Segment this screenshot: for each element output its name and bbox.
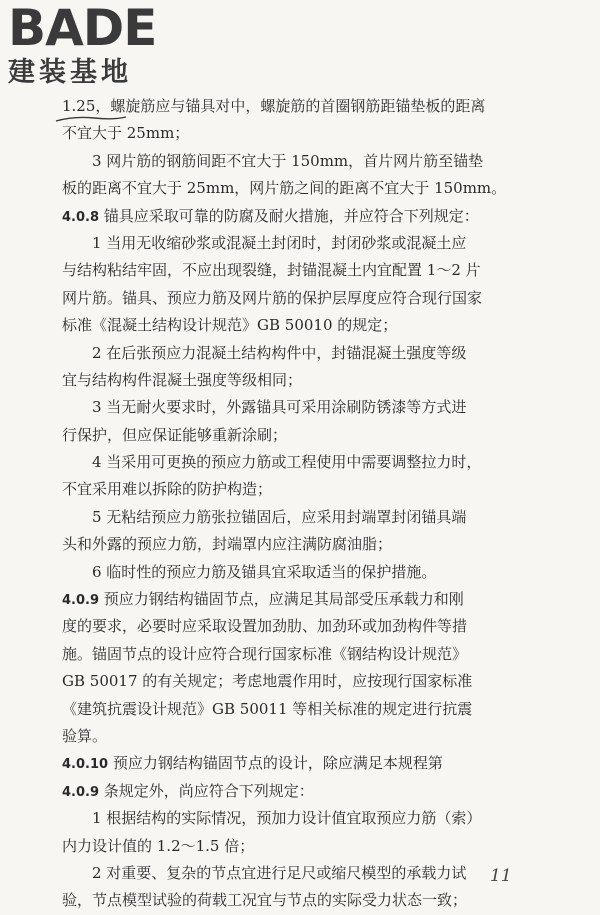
document-body xyxy=(62,93,532,915)
clause-number: 4.0.8 xyxy=(62,209,100,225)
text-line: 网片筋。锚具、预应力筋及网片筋的保护层厚度应符合现行国家 xyxy=(62,288,483,307)
bade-logo xyxy=(8,2,178,94)
text-line: 4.0.10 预应力钢结构锚固节点的设计，除应满足本规程第 xyxy=(62,754,443,773)
text-line: 施。锚固节点的设计应符合现行国家标准《钢结构设计规范》 xyxy=(62,644,468,663)
page-number: 11 xyxy=(490,866,512,886)
paragraph xyxy=(62,148,532,203)
text-line: 6 临时性的预应力筋及锚具宜采取适当的保护措施。 xyxy=(92,562,437,581)
logo-wordmark: BADE xyxy=(8,0,157,57)
text-line: 头和外露的预应力筋，封端罩内应注满防腐油脂； xyxy=(62,535,393,554)
text-line: 度的要求，必要时应采取设置加劲肋、加劲环或加劲构件等措 xyxy=(62,617,468,636)
paragraph xyxy=(62,860,532,915)
text-line: 1 根据结构的实际情况，预加力设计值宜取预应力筋（索） xyxy=(92,809,482,828)
paragraph xyxy=(62,449,532,504)
text-line: 与结构粘结牢固，不应出现裂缝，封锚混凝土内宜配置 1～2 片 xyxy=(62,261,481,280)
text-line: 3 当无耐火要求时，外露锚具可采用涂刷防锈漆等方式进 xyxy=(92,398,467,417)
clause-number: 4.0.10 xyxy=(62,757,109,773)
text-line: 不宜采用难以拆除的防护构造； xyxy=(62,480,273,499)
text-line: 《建筑抗震设计规范》GB 50011 等相关标准的规定进行抗震 xyxy=(62,699,473,718)
text-line: 1 当用无收缩砂浆或混凝土封闭时，封闭砂浆或混凝土应 xyxy=(92,233,467,252)
text-line: 行保护，但应保证能够重新涂刷； xyxy=(62,425,288,444)
paragraph xyxy=(62,340,532,395)
text-line: 标准《混凝土结构设计规范》GB 50010 的规定； xyxy=(62,316,398,335)
paragraph xyxy=(62,394,532,449)
text-line: 4.0.9 条规定外，尚应符合下列规定： xyxy=(62,781,314,800)
clause-number: 4.0.9 xyxy=(62,784,100,800)
text-line: 宜与结构构件混凝土强度等级相同； xyxy=(62,370,303,389)
text-line: 验算。 xyxy=(62,726,108,745)
paragraph xyxy=(62,203,532,230)
text-line: 1.25，螺旋筋应与锚具对中，螺旋筋的首圈钢筋距锚垫板的距离 xyxy=(62,97,486,115)
paragraph xyxy=(62,93,532,148)
text-line: 板的距离不宜大于 25mm，网片筋之间的距离不宜大于 150mm。 xyxy=(62,179,507,198)
text-line: 5 无粘结预应力筋张拉锚固后，应采用封端罩封闭锚具端 xyxy=(92,507,467,526)
text-line: 内力设计值的 1.2～1.5 倍； xyxy=(62,836,255,855)
text-line: 4 当采用可更换的预应力筋或工程使用中需要调整拉力时， xyxy=(92,453,482,472)
paragraph xyxy=(62,504,532,559)
text-line: 2 对重要、复杂的节点宜进行足尺或缩尺模型的承载力试 xyxy=(92,863,467,882)
logo-subtitle: 建装基地 xyxy=(8,57,132,88)
text-line: 4.0.8 锚具应采取可靠的防腐及耐火措施，并应符合下列规定： xyxy=(62,206,479,225)
text-line: GB 50017 的有关规定；考虑地震作用时，应按现行国家标准 xyxy=(62,672,473,691)
text-line: 3 网片筋的钢筋间距不宜大于 150mm，首片网片筋至锚垫 xyxy=(92,151,484,170)
text-line: 不宜大于 25mm； xyxy=(62,124,190,143)
paragraph xyxy=(62,805,532,860)
text-line: 4.0.9 预应力钢结构锚固节点，应满足其局部受压承载力和刚 xyxy=(62,590,464,609)
paragraph xyxy=(62,750,532,805)
text-line: 2 在后张预应力混凝土结构构件中，封锚混凝土强度等级 xyxy=(92,343,467,362)
paragraph xyxy=(62,586,532,750)
clause-number: 4.0.9 xyxy=(62,593,100,609)
text-line: 验，节点模型试验的荷载工况宜与节点的实际受力状态一致； xyxy=(62,891,468,910)
paragraph xyxy=(62,230,532,340)
paragraph xyxy=(62,559,532,586)
